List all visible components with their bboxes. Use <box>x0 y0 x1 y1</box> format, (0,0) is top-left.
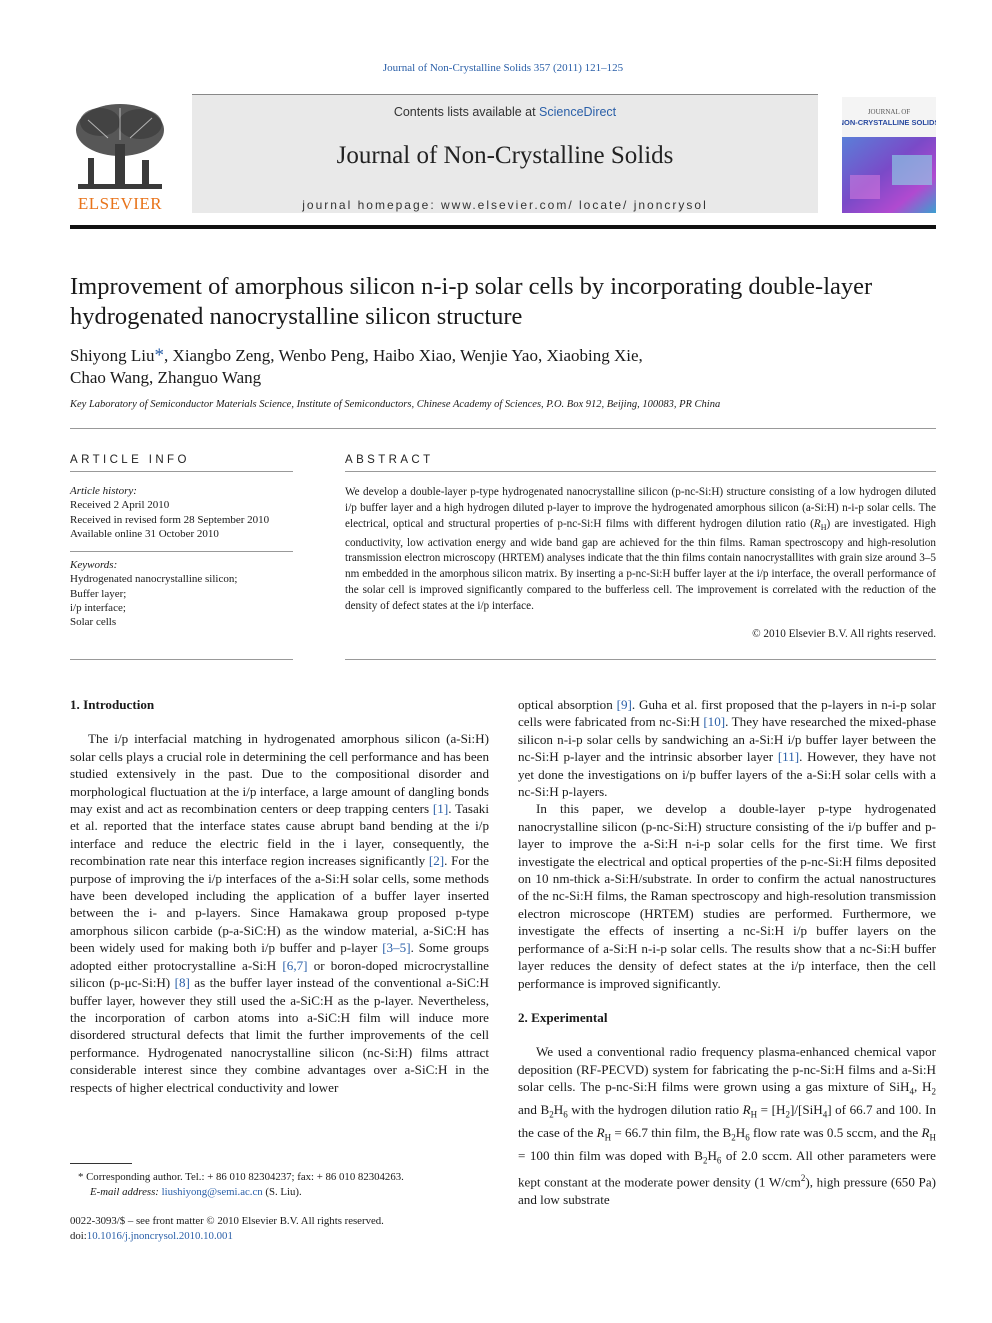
authors-rest: , Xiangbo Zeng, Wenbo Peng, Haibo Xiao, Wenjie Yao, Xiaobing Xie, <box>164 346 643 365</box>
reference-link[interactable]: [6,7] <box>282 957 308 973</box>
elsevier-wordmark: ELSEVIER <box>77 194 163 213</box>
keyword: i/p interface; <box>70 601 126 614</box>
keyword: Buffer layer; <box>70 587 127 600</box>
contents-available-line <box>192 105 818 119</box>
article-info-heading: ARTICLE INFO <box>70 454 190 466</box>
keywords-label: Keywords: <box>70 559 118 571</box>
reference-link[interactable]: [3–5] <box>382 940 411 956</box>
doi-label: doi: <box>70 1230 87 1242</box>
divider <box>70 428 936 429</box>
divider <box>70 659 293 660</box>
authors-line2: Chao Wang, Zhanguo Wang <box>70 368 262 387</box>
cover-title-line1: JOURNAL OF <box>867 108 911 116</box>
section-heading: 2. Experimental <box>518 1009 608 1025</box>
divider <box>345 659 936 660</box>
divider <box>345 471 936 472</box>
received-date: Received 2 April 2010 <box>70 499 170 512</box>
journal-cover-image <box>842 97 936 213</box>
cover-title-line2: NON-CRYSTALLINE SOLIDS <box>842 118 936 127</box>
reference-link[interactable]: [9] <box>616 697 632 712</box>
journal-homepage[interactable]: journal homepage: www.elsevier.com/ locate/ jnoncrysol <box>302 198 708 212</box>
reference-link[interactable]: [8] <box>174 975 190 991</box>
abstract-part: ) are investigated. High conductivity, low activation energy and wide band gap are achieved for the thin films. Raman spectroscopy and high-resolution transmission electron microscopy (HRTEM) analyses indicate that the thin films contain nanocrystallites with grain size around 3–5 nm embedded in the amorphous silicon matrix. By inserting a p-nc-Si:H buffer layer at the i/p interface, the overall performance of the solar cell is improved significantly compared to the bufferless cell. The improvement is correlated with the reduction of the density of defect states at the i/p interface. <box>345 517 936 612</box>
reference-link[interactable]: [11] <box>777 749 800 765</box>
authors <box>70 345 936 389</box>
issn-doi-block <box>70 1214 489 1244</box>
divider <box>70 551 293 552</box>
footnote-rule <box>70 1163 132 1164</box>
keyword: Solar cells <box>70 616 117 629</box>
reference-link[interactable]: [1] <box>432 801 449 817</box>
divider <box>70 471 293 472</box>
online-date: Available online 31 October 2010 <box>70 527 219 540</box>
email-label: E-mail address: <box>90 1186 159 1198</box>
doi-line <box>70 1229 489 1244</box>
revised-date: Received in revised form 28 September 2010 <box>70 513 270 526</box>
journal-name: Journal of Non-Crystalline Solids <box>336 142 674 169</box>
issn-line: 0022-3093/$ – see front matter © 2010 Elsevier B.V. All rights reserved. <box>70 1215 384 1227</box>
header-thick-rule <box>70 225 936 229</box>
corresponding-author-star[interactable]: * <box>154 345 165 366</box>
paragraph: optical absorption [9]. Guha et al. first proposed that the p-layers in n-i-p solar cells were fabricated from nc-Si:H [10]. They have researched the mixed-phase silicon n-i-p solar cells by sandwiching an a-Si:H i/p buffer layer between the nc-Si:H p-layer and the intrinsic absorber layer [11]. However, they have not yet done the investigations on i/p buffer layers of the a-Si:H solar cells with a nc-Si:H p-layers. <box>518 697 937 800</box>
doi-link[interactable]: 10.1016/j.jnoncrysol.2010.10.001 <box>86 1230 233 1242</box>
history-label: Article history: <box>70 485 137 497</box>
abstract-copyright: © 2010 Elsevier B.V. All rights reserved. <box>752 628 936 640</box>
paragraph: The i/p interfacial matching in hydrogenated amorphous silicon (a-Si:H) solar cells plays a crucial role in determining the cell performance and has been studied extensively in the past. Due to the compositional disorder and morphological fluctuation at the i/p interface, a large amount of dangling bonds may exist and act as recombination centers or deep trapping centers [1]. Tasaki et al. reported that the interface states cause abrupt band bending at the i/p interface and reduce the electric field in the i layer, consequently, the recombination rate near this interface region increases significantly [2]. For the purpose of improving the i/p interfaces of the a-Si:H solar cells, some methods have been developed including the application of a buffer layer inserted between the i- and p-layers. Since Hamakawa group proposed p-type amorphous silicon carbide (p-a-SiC:H) as the window material, a-SiC:H has been widely used for making both i/p buffer and p-layer [3–5]. Some groups adopted either protocrystalline a-Si:H [6,7] or boron-doped microcrystalline silicon (p-μc-Si:H) [8] as the buffer layer instead of the conventional a-SiC:H buffer layer, however they still used the a-SiC:H as the p-layer. Nevertheless, the incorporation of carbon atoms into a-SiC:H film will induce more disordered structural defects that limit the further improvements of the cell performance. Hydrogenated nanocrystalline silicon (nc-Si:H) films attract considerable interest since they combine advantages over a-SiC:H in the respects of higher electrical conductivity and lower <box>70 731 490 1095</box>
keywords <box>70 558 293 629</box>
affiliation: Key Laboratory of Semiconductor Materials Science, Institute of Semiconductors, Chinese Academy of Sciences, P.O. Box 912, Beijing, 100083, PR China <box>70 399 721 410</box>
body-left-column <box>70 696 489 1096</box>
email-link[interactable]: liushiyong@semi.ac.cn <box>161 1186 263 1198</box>
abstract-subscript: H <box>820 522 827 532</box>
email-suffix: (S. Liu). <box>262 1186 302 1198</box>
contents-prefix: Contents lists available at <box>393 105 540 119</box>
author-first: Shiyong Liu <box>70 346 155 365</box>
paragraph: In this paper, we develop a double-layer p-type hydrogenated nanocrystalline silicon (p-nc-Si:H) structure consisting of the i/p buffer and p-layer to improve the a-Si:H n-i-p solar cells for the first time. We first investigate the electrical and optical properties of the p-nc-Si:H films deposited on 10 nm-thick a-Si:H/substrate. In order to confirm the actual nanostructures of the nc-Si:H films, the Raman spectroscopy and high-resolution transmission electron microscope (HRTEM) studies are performed. Furthermore, we investigate the effects of inserting a nc-Si:H i/p buffer layers on the performance of a-Si:H n-i-p solar cells. The results show that a nc-Si:H buffer layer reduces the density of defect states at the i/p interface, then the cell performance is improved significantly. <box>518 801 936 991</box>
section-heading: 1. Introduction <box>70 697 155 712</box>
keyword: Hydrogenated nanocrystalline silicon; <box>70 573 238 586</box>
abstract-part: We develop a double-layer p-type hydrogenated nanocrystalline silicon (p-nc-Si:H) structure consisting of a low hydrogen diluted i/p buffer layer and a high hydrogen diluted p-layer to improve the hydrogenated amorphous silicon (a-Si:H) n-i-p solar cells. The electrical, optical and structural properties of p-nc-Si:H films with different hydrogen dilution ratio ( <box>345 486 936 530</box>
reference-link[interactable]: [10] <box>703 714 726 730</box>
reference-link[interactable]: [2] <box>428 853 445 869</box>
abstract-text <box>345 485 936 615</box>
journal-citation[interactable]: Journal of Non-Crystalline Solids 357 (2011) 121–125 <box>382 62 624 74</box>
corresponding-contact: * Corresponding author. Tel.: + 86 010 82304237; fax: + 86 010 82304263. <box>78 1171 404 1183</box>
paragraph: We used a conventional radio frequency plasma-enhanced chemical vapor deposition (RF-PECVD) system for fabricating the p-nc-Si:H films and a-Si:H solar cells. The p-nc-Si:H films were grown using a gas mixture of SiH$_4$, $H_2$ and $B_2H_6$ with the hydrogen dilution ratio $R_H = [H_2]/[SiH_4]$ of 66.7 and 100. In the case of the $R_H = 66.7$ thin film, the $B_2H_6$ flow rate was 0.5 sccm, and the $R_H = 100$ thin film was doped with $B_2H_6$ of 2.0 sccm. All other parameters were kept constant at the moderate power density (1 $W/cm^2$), high pressure (650 Pa) and low substrate <box>518 1044 937 1207</box>
sciencedirect-link[interactable]: ScienceDirect <box>539 105 617 119</box>
abstract-symbol: R <box>813 517 821 530</box>
abstract-heading: ABSTRACT <box>345 454 434 466</box>
article-title: Improvement of amorphous silicon n-i-p solar cells by incorporating double-layer hydrogenated nanocrystalline silicon structure <box>70 273 873 330</box>
corresponding-author-footnote <box>70 1170 489 1200</box>
article-history <box>70 484 293 541</box>
email-line <box>70 1185 489 1200</box>
body-right-column <box>518 696 936 1208</box>
